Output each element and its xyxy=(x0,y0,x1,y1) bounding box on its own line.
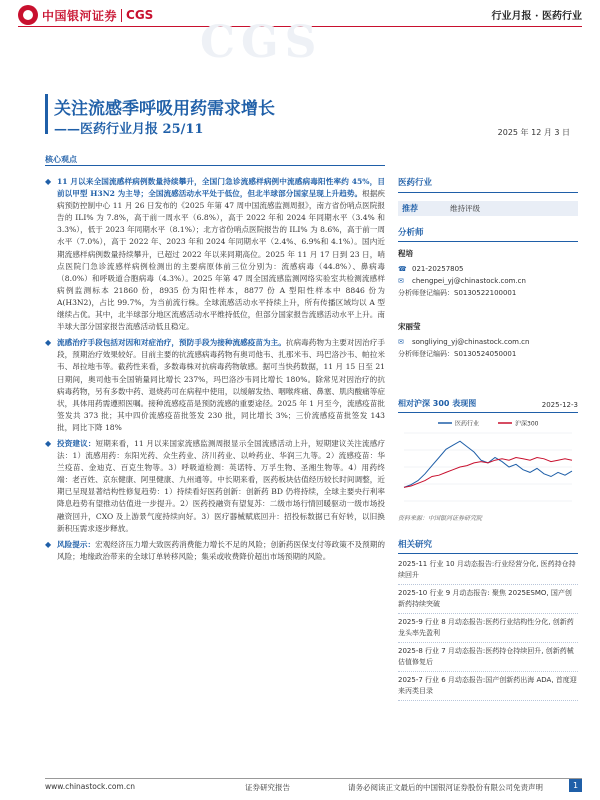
bullet-icon: ◆ xyxy=(45,438,52,448)
email-icon: ✉ xyxy=(398,277,404,285)
bullet-flu-trend xyxy=(45,176,385,333)
core-view-body xyxy=(45,176,385,567)
related-item[interactable]: 2025-9 行业 8 月动态报告:医药行业结构性分化, 创新药龙头率先盈利 xyxy=(398,614,578,643)
page-number: 1 xyxy=(569,779,582,792)
series-line-沪深300 xyxy=(404,458,572,488)
chart-source: 资料来源：中国银河证券研究院 xyxy=(398,515,483,522)
related-heading: 相关研究 xyxy=(398,540,433,550)
related-item[interactable]: 2025-10 行业 9 月动态报告: 聚焦 2025ESMO, 国产创新药持续突破 xyxy=(398,585,578,614)
bullet-treatment xyxy=(45,337,385,434)
watermark: CGS xyxy=(200,17,323,68)
logo-text-en: CGS xyxy=(126,8,154,22)
related-item[interactable]: 2025-7 行业 6 月动态报告:国产创新药出海 ADA, 首度迎来丙类目录 xyxy=(398,672,578,701)
analyst-reg: 分析师登记编码：S0130524050001 xyxy=(398,350,517,358)
legend-label: 医药行业 xyxy=(455,420,480,428)
analyst-name: 宋丽莹 xyxy=(398,322,421,331)
analyst-email[interactable]: songliying_yj@chinastock.com.cn xyxy=(412,338,530,346)
chart-plot xyxy=(398,417,578,507)
footer-doc-type: 证券研究报告 xyxy=(245,783,290,792)
bullet-lead: 11 月以来全国流感样病例数量持续攀升，全国门急诊流感样病例中流感病毒阳性率约 45%，目前以甲型 H3N2 为主导；全国流感活动水平处于低位，但北半球部分国家呈现上升趋势。 xyxy=(57,177,385,199)
series-line-医药行业 xyxy=(404,441,572,487)
report-subtitle: ——医药行业月报 25/11 xyxy=(54,122,204,137)
analyst-card xyxy=(398,248,578,299)
legend-label: 沪深300 xyxy=(515,420,539,428)
email-icon: ✉ xyxy=(398,338,404,346)
related-item[interactable]: 2025-8 行业 7 月动态报告:医药持仓持续回升, 创新药械估值修复后 xyxy=(398,643,578,672)
analyst-heading: 分析师 xyxy=(398,228,424,238)
bullet-icon: ◆ xyxy=(45,539,52,549)
analyst-name: 程培 xyxy=(398,249,413,258)
report-category: 行业月报 · 医药行业 xyxy=(491,11,582,22)
sidebar xyxy=(398,176,578,360)
phone-icon: ☎ xyxy=(398,265,407,273)
title-accent-bar xyxy=(45,94,48,134)
core-view-divider xyxy=(45,165,385,166)
footer-divider xyxy=(45,778,582,779)
chart-title: 相对沪深 300 表现图 xyxy=(398,399,477,408)
report-title: 关注流感季呼吸用药需求增长 xyxy=(54,99,275,119)
footer-disclaimer: 请务必阅读正文最后的中国银河证券股份有限公司免责声明 xyxy=(348,783,543,792)
analyst-reg: 分析师登记编码：S0130522100001 xyxy=(398,289,517,297)
rating-key: 推荐 xyxy=(402,204,418,213)
bullet-body: 抗病毒药物为主要对因治疗手段，预期治疗效果较好。目前主要的抗流感病毒药物有奥司他韦、扎那米韦、玛巴洛沙韦、帕拉米韦、昂拉地韦等。截药性来看，多数毒株对抗病毒药物敏感。据可当快药数据，11 月 15 日至 21 日期间，奥司他韦全国销量同比增长 237%，玛巴洛沙韦同比增长 180%。除常见对因治疗的抗病毒药物，另有多数中药、退烧药可在病程中使用，以缓解发热、咽喉疼痛、鼻塞、肌肉酸痛等症状，具体用药需遵照医嘱。接种流感疫苗是预防流感的重要途径。2025 年 1 月至今，流感疫苗批签发共 373 批；其中四价流感疫苗批签发 230 批，同比增长 3%；三价流感疫苗批签发 143 批，同比下降 18% xyxy=(57,338,385,432)
report-date: 2025 年 12 月 3 日 xyxy=(497,128,570,137)
bullet-body: 短期来看，11 月以来国家流感监测周报显示全国流感活动上升，短期建议关注流感疗法：1）流感用药：东阳光药、众生药业、济川药业、以岭药业、华润三九等。2）流感疫苗：华兰疫苗、金迪克、百克生物等。3）呼吸道检测：英诺特、万孚生物、圣湘生物等。4）用药终端：老百姓、京东健康、阿里健康、九州通等。中长期来看，医药板块估值经历较长时间调整，近期已呈现显著结构性修复趋势：1）持续看好医药创新：创新药 BD 仍将持续，全球主要央行利率降息趋势有望推动估值进一步提升。2）医药投融资有望复苏：二级市场行情回暖驱动一级市场投融资回升，CXO 及上游景气度持续向好。3）医疗器械赋底回升：招投标数据已有好转，以旧换新积压需求逐步释放。 xyxy=(57,438,385,533)
chart-date: 2025-12-3 xyxy=(541,401,578,409)
logo-text-cn: 中国银河证券 xyxy=(42,8,118,23)
bullet-lead: 投资建议： xyxy=(57,438,96,448)
bullet-icon: ◆ xyxy=(45,338,52,348)
company-logo xyxy=(18,5,153,25)
bullet-body: 根据疾病预防控制中心 11 月 26 日发布的《2025 年第 47 周中国流感监测周报》，南方省份哨点医院报告的 ILI% 为 7.8%，高于前一周水平（6.8%），高于 2022 年和 2024 年同期水平（3.4% 和 3.3%），低于 2023 年同期水平（8.1%）；北方省份哨点医院报告的 ILI% 为 8.6%，高于前一周水平（7.0%），高于 2022 年、2023 年和 2024 年同期水平（2.4%、6.9%和 4.1%）。国内近期流感样病例数量持续攀升，已超过 2022 年以来同期高位。2025 年 11 月 17 日到 23 日，哨点医院门急诊流感样病例检测出的主要病原体前三位分别为：流感病毒（44.8%）、鼻病毒（8.0%）和呼吸道合胞病毒（4.3%）。2025 年第 47 周全国流感监测网络实验室共检测流感样病例监测标本 21860 份，8935 份为阳性样本，8877 份 A 型阳性样本中 8846 份为 A(H3N2)，占比 99.7%，为当前流行株。全球流感活动水平持续上升，所有传播区域均以 A 型继续占优。其中，北半球部分地区流感活动水平维持低位，但部分国家报告流感活动水平上升。南半球大部分国家报告流感活动低且稳定。 xyxy=(57,189,385,332)
bullet-investment xyxy=(45,438,385,535)
related-item[interactable]: 2025-11 行业 10 月动态报告:行业经营分化, 医药持仓持续回升 xyxy=(398,556,578,585)
core-view-heading: 核心观点 xyxy=(45,155,77,164)
relative-performance-chart xyxy=(398,398,578,522)
analyst-card xyxy=(398,321,578,360)
rating-value: 维持评级 xyxy=(450,204,480,213)
related-research xyxy=(398,538,578,701)
industry-label: 医药行业 xyxy=(398,178,433,188)
rating-row xyxy=(398,201,578,216)
logo-icon xyxy=(18,5,38,25)
bullet-icon: ◆ xyxy=(45,177,52,186)
analyst-phone: 021-20257805 xyxy=(412,265,464,273)
bullet-risk xyxy=(45,539,385,563)
bullet-lead: 风险提示： xyxy=(57,539,96,549)
analyst-email[interactable]: chengpei_yj@chinastock.com.cn xyxy=(412,277,526,285)
bullet-body: 宏观经济压力增大致医药消费能力增长不足的风险；创新药医保支付等政策不及预期的风险；地缘政治带来的全球订单转移风险；集采或收费降价超出市场预期的风险。 xyxy=(57,539,386,561)
bullet-lead: 流感治疗手段包括对因和对症治疗，预防手段为接种流感疫苗为主。 xyxy=(57,338,286,348)
footer-site[interactable]: www.chinastock.com.cn xyxy=(45,782,135,791)
